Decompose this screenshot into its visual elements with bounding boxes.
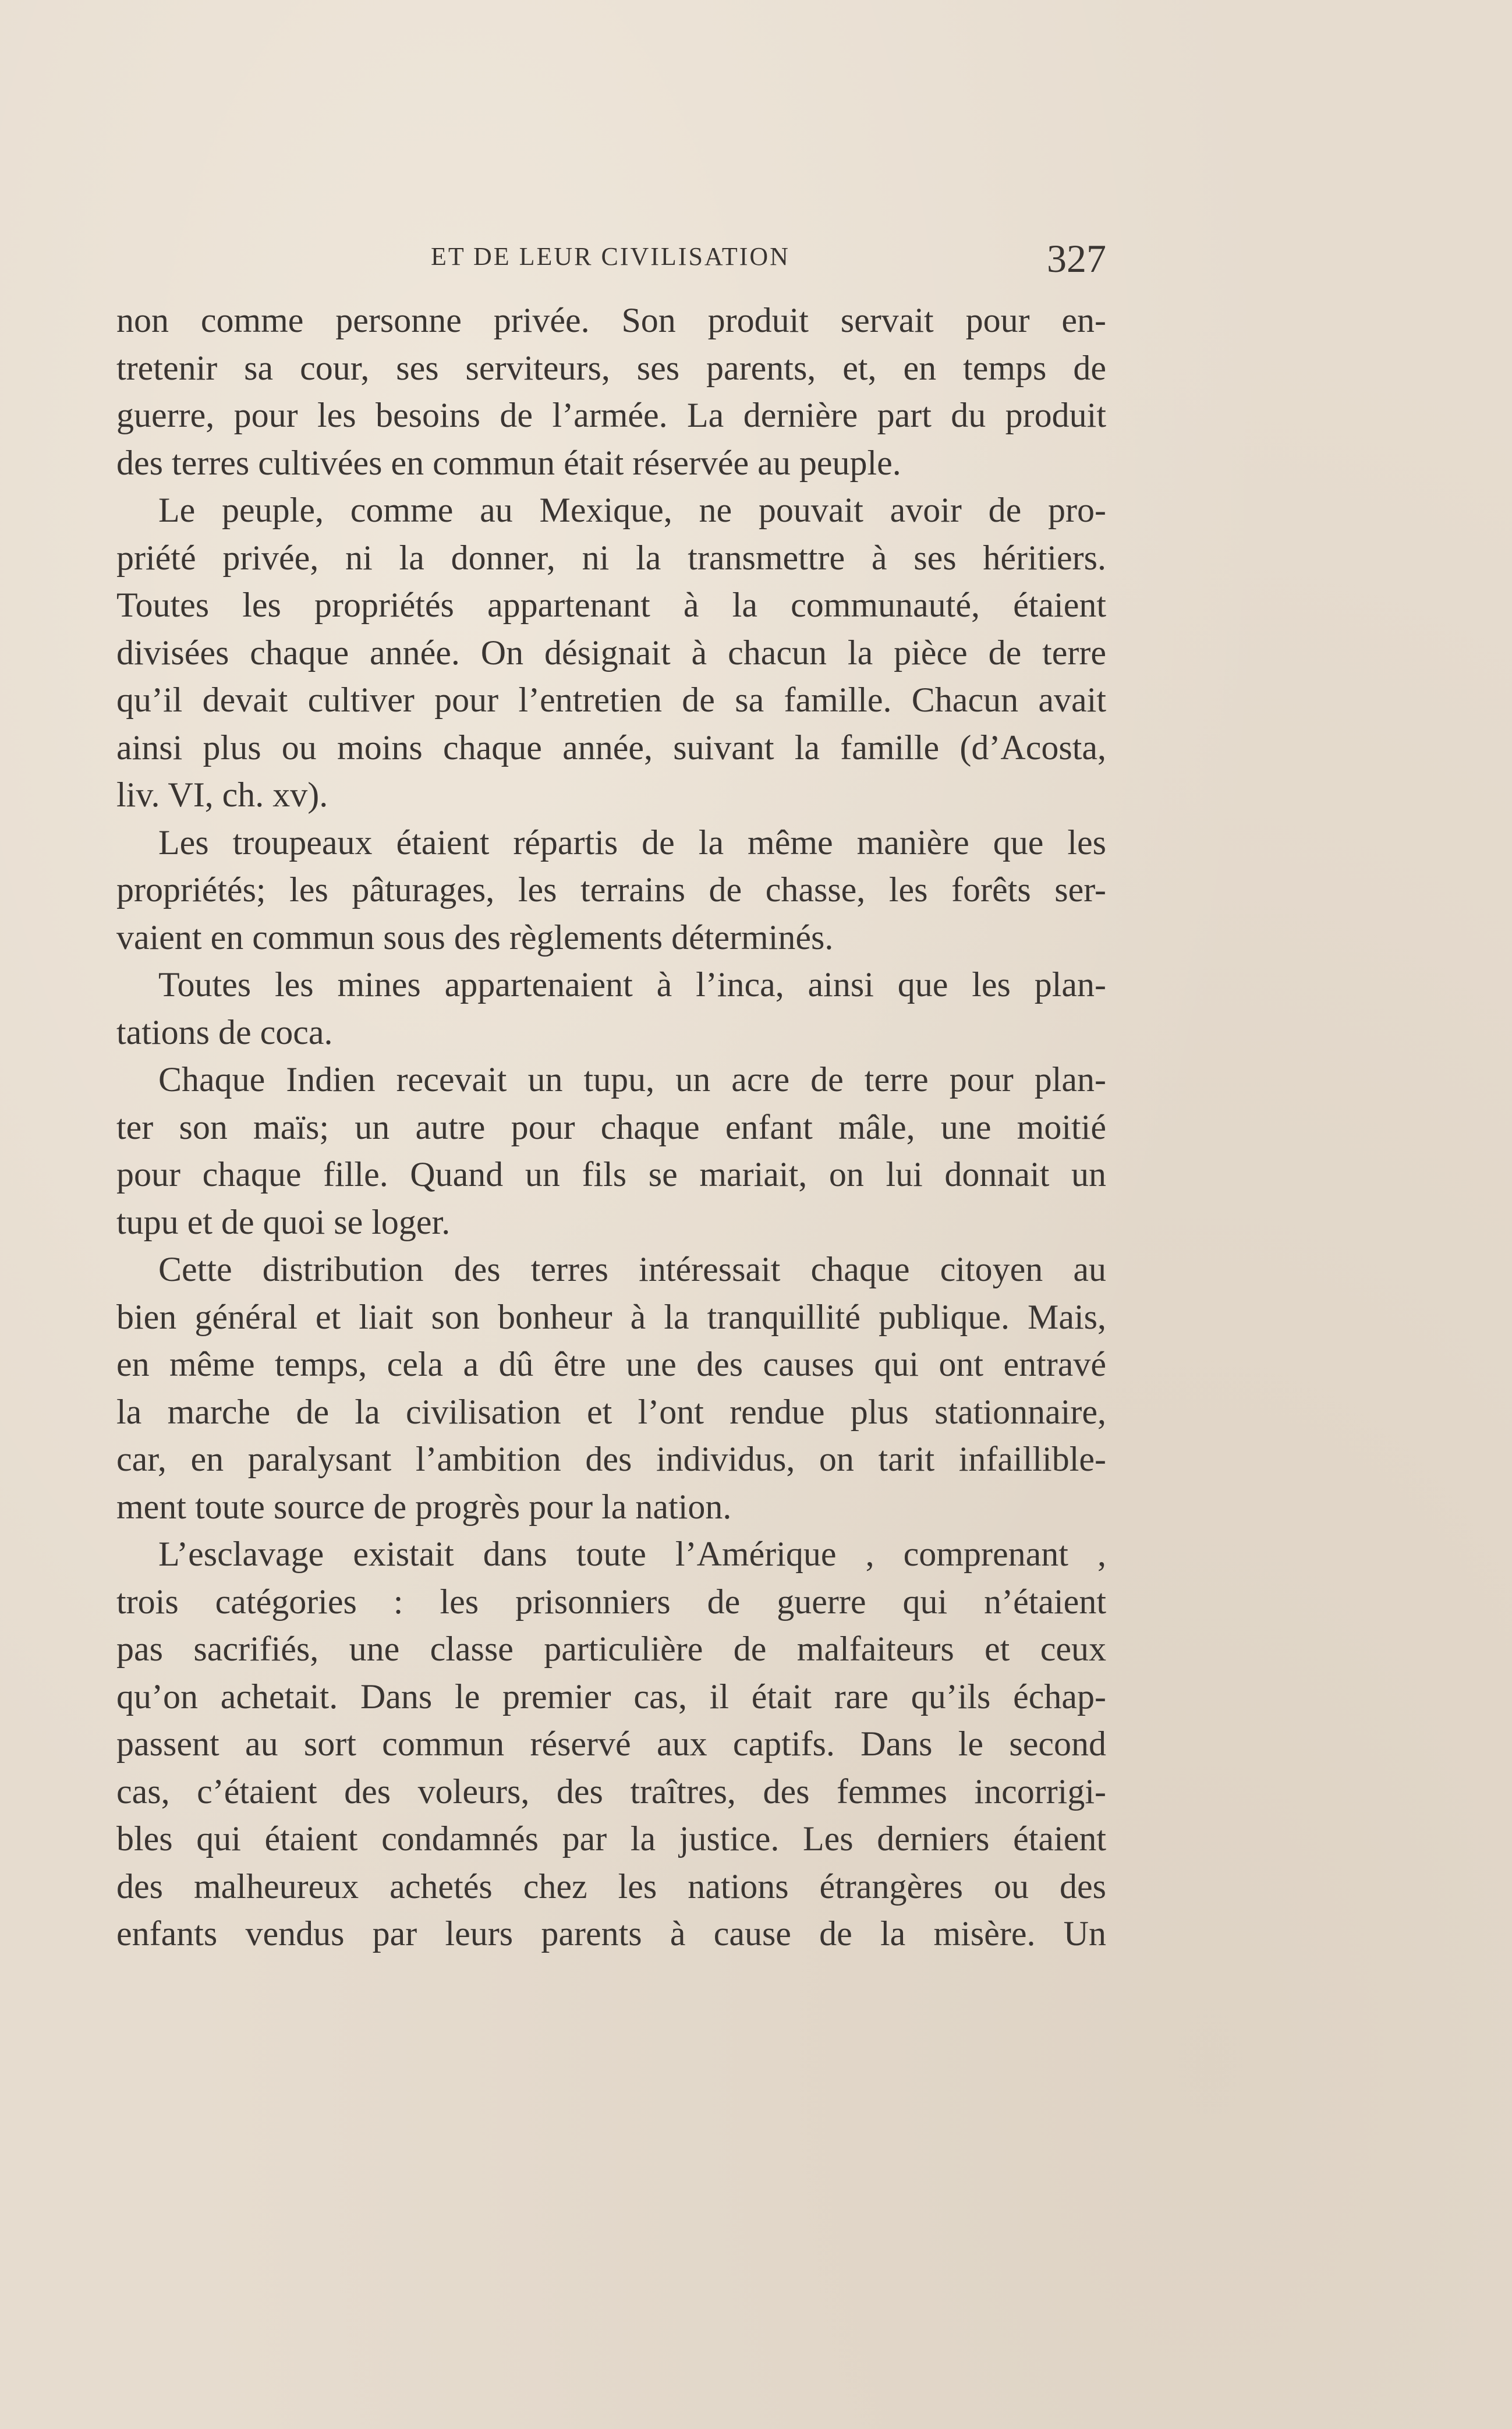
- text-line: des terres cultivées en commun était réservée au peuple.: [116, 443, 901, 482]
- text-line: tupu et de quoi se loger.: [116, 1202, 451, 1241]
- text-line: en même temps, cela a dû être une des causes qui ont entravé: [116, 1345, 1106, 1383]
- text-line: Toutes les mines appartenaient à l’inca, ainsi que les plan-: [158, 965, 1106, 1004]
- text-line: bien général et liait son bonheur à la tranquillité publique. Mais,: [116, 1297, 1106, 1336]
- text-line: cas, c’étaient des voleurs, des traîtres, des femmes incorrigi-: [116, 1772, 1106, 1811]
- text-line: guerre, pour les besoins de l’armée. La dernière part du produit: [116, 396, 1106, 434]
- text-line: pour chaque fille. Quand un fils se mariait, on lui donnait un: [116, 1155, 1106, 1194]
- text-line: Les troupeaux étaient répartis de la même manière que les: [158, 823, 1106, 862]
- text-line: des malheureux achetés chez les nations étrangères ou des: [116, 1867, 1106, 1906]
- text-line: la marche de la civilisation et l’ont rendue plus stationnaire,: [116, 1392, 1106, 1431]
- text-line: passent au sort commun réservé aux captifs. Dans le second: [116, 1725, 1106, 1763]
- text-line: tretenir sa cour, ses serviteurs, ses parents, et, en temps de: [116, 348, 1106, 387]
- text-line: Chaque Indien recevait un tupu, un acre de terre pour plan-: [158, 1060, 1106, 1099]
- text-line: propriétés; les pâturages, les terrains de chasse, les forêts ser-: [116, 870, 1106, 909]
- running-head: [116, 236, 1106, 294]
- text-line: priété privée, ni la donner, ni la transmettre à ses héritiers.: [116, 538, 1106, 577]
- text-line: vaient en commun sous des règlements déterminés.: [116, 918, 834, 957]
- text-line: trois catégories : les prisonniers de guerre qui n’étaient: [116, 1582, 1106, 1621]
- text-line: liv. VI, ch. xv).: [116, 776, 328, 814]
- text-line: ainsi plus ou moins chaque année, suivant la famille (d’Acosta,: [116, 728, 1106, 767]
- body-text: [116, 297, 1106, 1958]
- text-line: car, en paralysant l’ambition des individus, on tarit infaillible-: [116, 1440, 1106, 1478]
- text-line: ter son maïs; un autre pour chaque enfant mâle, une moitié: [116, 1107, 1106, 1146]
- text-line: Cette distribution des terres intéressait chaque citoyen au: [158, 1250, 1106, 1288]
- text-line: qu’il devait cultiver pour l’entretien de sa famille. Chacun avait: [116, 681, 1106, 719]
- text-line: qu’on achetait. Dans le premier cas, il était rare qu’ils échap-: [116, 1677, 1106, 1716]
- text-line: ment toute source de progrès pour la nation.: [116, 1487, 732, 1526]
- text-line: Toutes les propriétés appartenant à la communauté, étaient: [116, 586, 1106, 624]
- text-line: L’esclavage existait dans toute l’Amérique , comprenant ,: [158, 1535, 1106, 1573]
- text-line: enfants vendus par leurs parents à cause de la misère. Un: [116, 1914, 1106, 1953]
- page-number: 327: [1047, 236, 1106, 281]
- text-line: bles qui étaient condamnés par la justice. Les derniers étaient: [116, 1819, 1106, 1858]
- text-line: non comme personne privée. Son produit servait pour en-: [116, 301, 1106, 339]
- text-line: divisées chaque année. On désignait à chacun la pièce de terre: [116, 633, 1106, 672]
- text-line: Le peuple, comme au Mexique, ne pouvait avoir de pro-: [158, 491, 1106, 529]
- text-line: pas sacrifiés, une classe particulière de malfaiteurs et ceux: [116, 1630, 1106, 1668]
- running-title: ET DE LEUR CIVILISATION: [431, 242, 790, 271]
- text-line: tations de coca.: [116, 1012, 333, 1051]
